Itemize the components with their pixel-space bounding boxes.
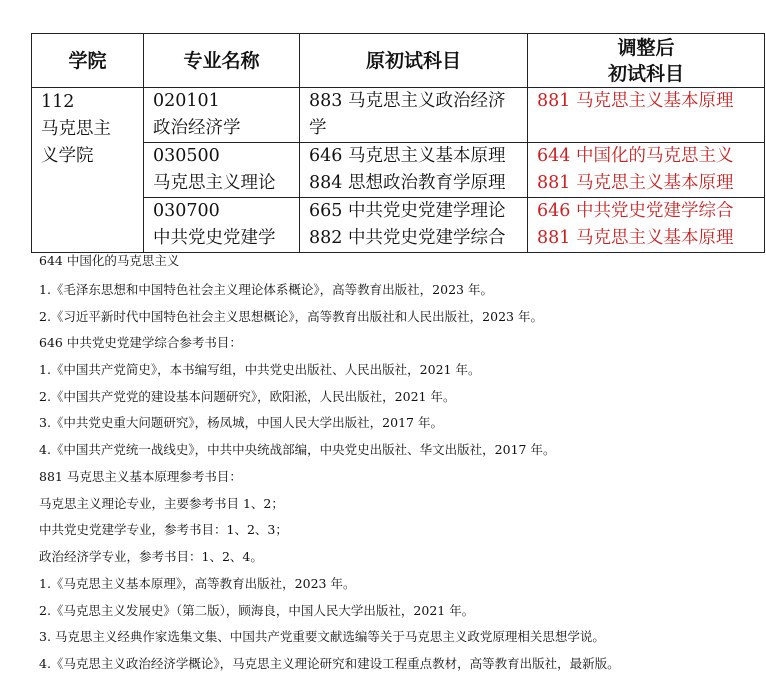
note-line: 中共党史党建学专业，参考书目：1、2、3； (39, 522, 288, 537)
note-line: 1.《毛泽东思想和中国特色社会主义理论体系概论》，高等教育出版社，2023 年。 (39, 282, 493, 297)
college-cell (32, 88, 144, 253)
original-subject: 646 马克思主义基本原理 (309, 146, 506, 166)
header-original-subjects: 原初试科目 (300, 34, 528, 88)
note-line: 1.《中国共产党简史》，本书编写组，中共党史出版社、人民出版社，2021 年。 (39, 362, 481, 377)
note-heading: 881 马克思主义基本原理参考书目： (39, 469, 242, 484)
header-major: 专业名称 (144, 34, 300, 88)
major-name: 马克思主义理论 (153, 173, 276, 193)
note-line: 政治经济学专业，参考书目：1、2、4。 (39, 549, 263, 564)
original-subject: 882 中共党史党建学综合 (309, 228, 506, 248)
note-line: 2.《马克思主义发展史》（第二版），顾海良，中国人民大学出版社，2021 年。 (39, 603, 475, 618)
adjusted-subjects-cell (528, 198, 765, 253)
original-subjects-cell (300, 143, 528, 198)
table-header-row (32, 34, 765, 88)
header-adjusted-line2: 初试科目 (607, 62, 684, 85)
note-heading: 644 中国化的马克思主义 (39, 253, 180, 268)
note-heading: 646 中共党史党建学综合参考书目： (39, 335, 242, 350)
adjusted-subjects-cell (528, 143, 765, 198)
major-cell (144, 143, 300, 198)
note-line: 1.《马克思主义基本原理》，高等教育出版社，2023 年。 (39, 576, 356, 591)
table-row (32, 88, 765, 143)
original-subjects-cell (300, 198, 528, 253)
major-cell (144, 198, 300, 253)
original-subject: 学 (309, 118, 327, 138)
major-code: 020101 (153, 91, 220, 111)
note-line: 4.《中国共产党统一战线史》，中共中央统战部编，中央党史出版社、华文出版社，2017 年。 (39, 442, 556, 457)
note-line: 3. 马克思主义经典作家选集文集、中国共产党重要文献选编等关于马克思主义政党原理相关思想学说。 (39, 629, 605, 644)
note-line: 马克思主义理论专业，主要参考书目 1、2； (39, 496, 284, 511)
header-adjusted-line1: 调整后 (617, 36, 675, 59)
note-line: 2.《习近平新时代中国特色社会主义思想概论》，高等教育出版社和人民出版社，2023 年。 (39, 309, 543, 324)
adjusted-subjects-cell (528, 88, 765, 143)
major-name: 中共党史党建学 (153, 228, 276, 248)
major-code: 030700 (153, 201, 220, 221)
college-name-line2: 义学院 (41, 146, 94, 166)
note-line: 4.《马克思主义政治经济学概论》，马克思主义理论研究和建设工程重点教材，高等教育出版社，最新版。 (39, 656, 620, 671)
major-code: 030500 (153, 146, 220, 166)
college-name-line1: 马克思主 (41, 119, 111, 139)
adjusted-subject: 646 中共党史党建学综合 (537, 201, 734, 221)
original-subjects-cell (300, 88, 528, 143)
note-line: 2.《中国共产党党的建设基本问题研究》，欧阳淞，人民出版社，2021 年。 (39, 389, 456, 404)
header-college: 学院 (32, 34, 144, 88)
college-code: 112 (41, 92, 75, 112)
header-adjusted-subjects (528, 34, 765, 88)
adjusted-subject: 881 马克思主义基本原理 (537, 91, 734, 111)
original-subject: 883 马克思主义政治经济 (309, 91, 506, 111)
original-subject: 665 中共党史党建学理论 (309, 201, 506, 221)
subject-adjustment-table (31, 33, 765, 253)
original-subject: 884 思想政治教育学原理 (309, 173, 506, 193)
major-name: 政治经济学 (153, 118, 241, 138)
adjusted-subject: 881 马克思主义基本原理 (537, 173, 734, 193)
major-cell (144, 88, 300, 143)
adjusted-subject: 644 中国化的马克思主义 (537, 146, 734, 166)
adjusted-subject: 881 马克思主义基本原理 (537, 228, 734, 248)
note-line: 3.《中共党史重大问题研究》，杨凤城，中国人民大学出版社，2017 年。 (39, 415, 443, 430)
